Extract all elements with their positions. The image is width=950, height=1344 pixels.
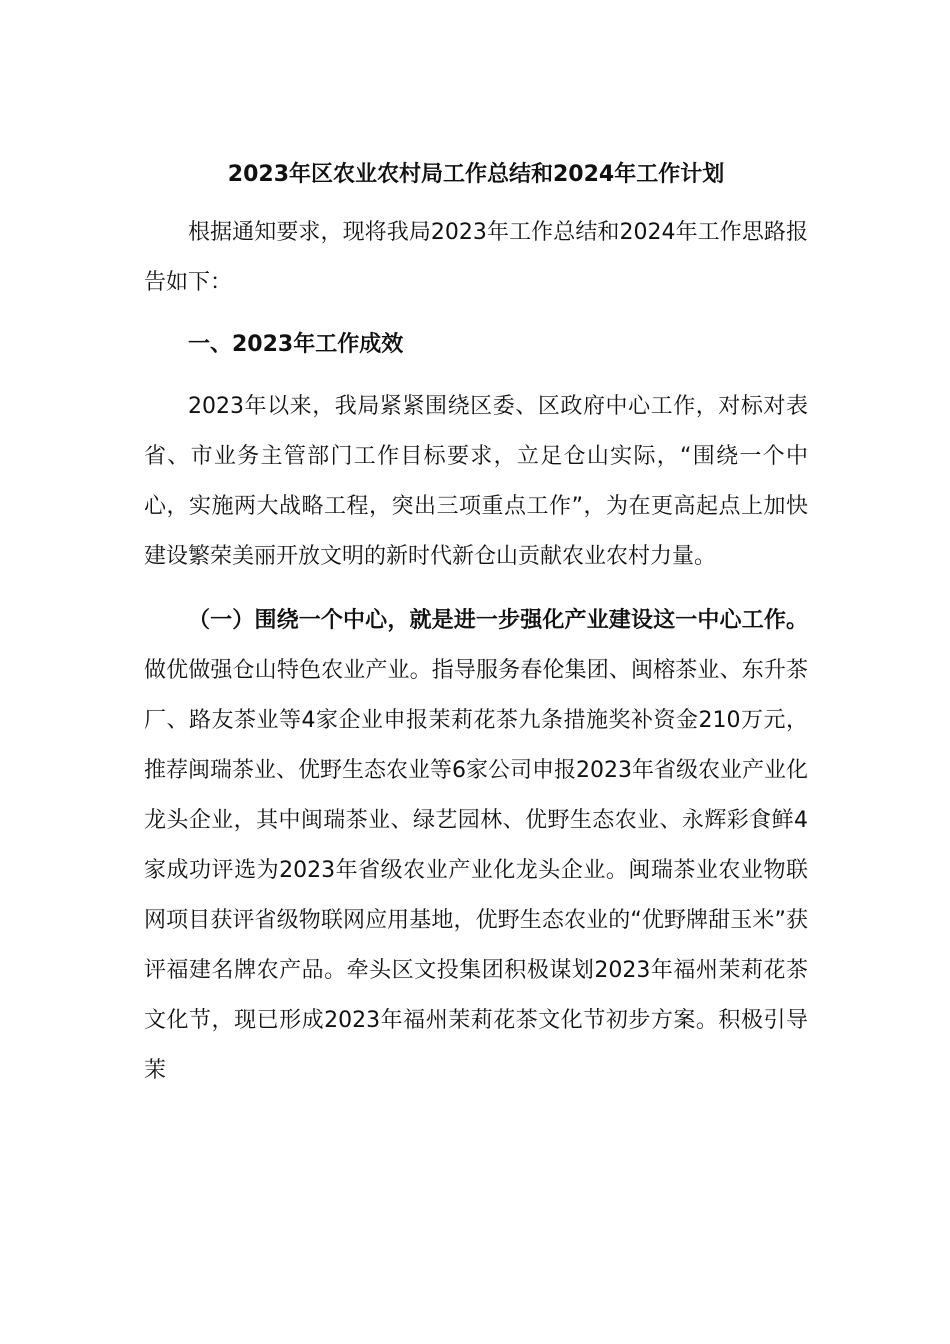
section-heading: 一、2023年工作成效 <box>188 332 404 357</box>
body-paragraph-2 <box>144 596 808 1096</box>
intro-paragraph: 根据通知要求，现将我局2023年工作总结和2024年工作思路报告如下： <box>144 220 808 295</box>
body-paragraph-2-text: 做优做强仓山特色农业产业。指导服务春伦集团、闽榕茶业、东升茶厂、路友茶业等4家企业申报茉莉花茶九条措施奖补资金210万元，推荐闽瑞茶业、优野生态农业等6家公司申报2023年省级农业产业化龙头企业，其中闽瑞茶业、绿艺园林、优野生态农业、永辉彩食鲜4家成功评选为2023年省级农业产业化龙头企业。闽瑞茶业农业物联网项目获评省级物联网应用基地，优野生态农业的“优野牌甜玉米”获评福建名牌农产品。牵头区文投集团积极谋划2023年福州茉莉花茶文化节，现已形成2023年福州茉莉花茶文化节初步方案。积极引导茉 <box>144 658 808 1083</box>
body-paragraph-1: 2023年以来，我局紧紧围绕区委、区政府中心工作，对标对表省、市业务主管部门工作目标要求，立足仓山实际，“围绕一个中心，实施两大战略工程，突出三项重点工作”，为在更高起点上加快建设繁荣美丽开放文明的新时代新仓山贡献农业农村力量。 <box>144 394 808 569</box>
subsection-heading: （一）围绕一个中心，就是进一步强化产业建设这一中心工作。 <box>188 608 808 633</box>
document-page <box>144 150 808 1096</box>
document-title: 2023年区农业农村局工作总结和2024年工作计划 <box>227 162 725 187</box>
